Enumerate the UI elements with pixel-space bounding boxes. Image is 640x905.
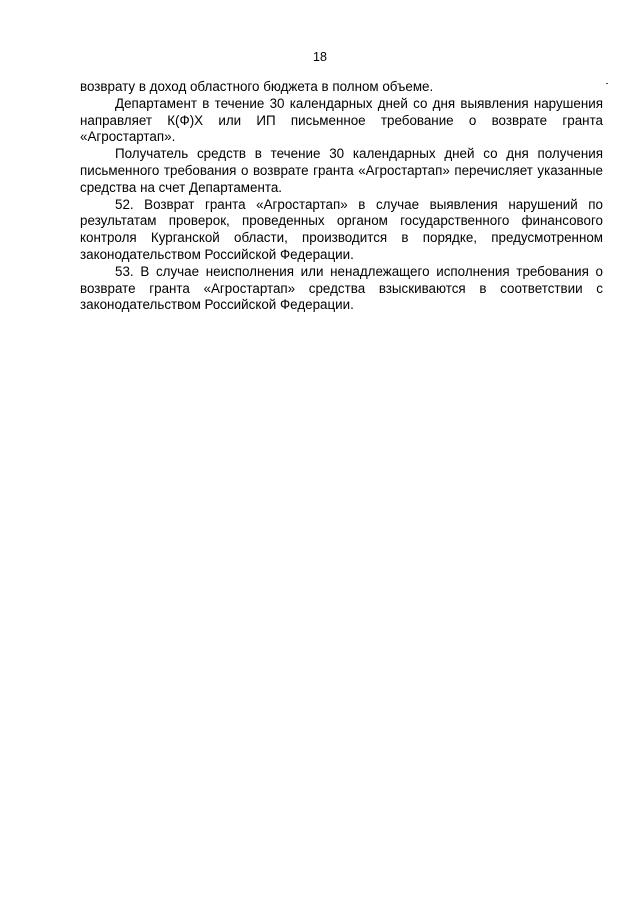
document-body — [80, 79, 603, 314]
paragraph-recipient-transfer: Получатель средств в течение 30 календарных дней со дня получения письменного требования о возврате гранта «Агростартап» перечисляет указанные средства на счет Департамента. — [80, 146, 603, 195]
paragraph-department-requirement: Департамент в течение 30 календарных дней со дня выявления нарушения направляет К(Ф)Х или ИП письменное требование о возврате гранта «Агростартап». — [80, 95, 603, 145]
paragraph-continuation: возврату в доход областного бюджета в полном объеме. — [80, 79, 434, 94]
page-number: 18 — [313, 50, 327, 64]
paragraph-clause-52: 52. Возврат гранта «Агростартап» в случае выявления нарушений по результатам проверок, проведенных органом государственного финансового контроля Курганской области, производится в порядке, предусмотренном законодательством Российской Федерации. — [80, 196, 603, 262]
paragraph-clause-53: 53. В случае неисполнения или ненадлежащего исполнения требования о возврате гранта «Агростартап» средства взыскиваются в соответствии с законодательством Российской Федерации. — [80, 263, 603, 313]
scan-mark — [606, 83, 608, 84]
